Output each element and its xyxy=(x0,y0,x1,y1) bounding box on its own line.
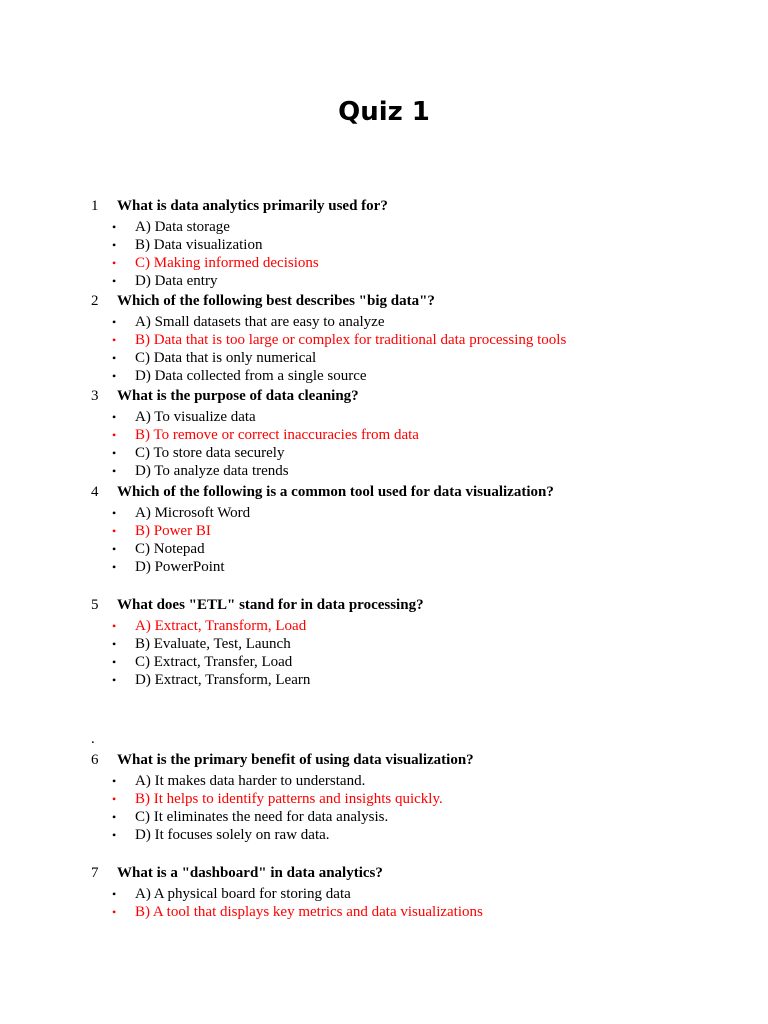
page-title: Quiz 1 xyxy=(338,97,430,127)
question-5 xyxy=(0,595,768,689)
bullet-icon: • xyxy=(112,220,117,234)
question-number: 4 xyxy=(91,484,99,500)
option-text: B) Data that is too large or complex for traditional data processing tools xyxy=(135,332,567,348)
option-item xyxy=(0,408,768,426)
question-number: 6 xyxy=(91,752,99,768)
bullet-icon: • xyxy=(112,905,117,919)
question-number: 7 xyxy=(91,865,99,881)
option-text: A) A physical board for storing data xyxy=(135,886,351,902)
bullet-icon: • xyxy=(112,560,117,574)
bullet-icon: • xyxy=(112,464,117,478)
option-list xyxy=(0,772,768,844)
question-text: What is the primary benefit of using data visualization? xyxy=(117,752,474,768)
option-item xyxy=(0,236,768,254)
question-3 xyxy=(0,386,768,480)
bullet-icon: • xyxy=(112,506,117,520)
option-text: C) Data that is only numerical xyxy=(135,350,317,366)
option-list xyxy=(0,218,768,290)
question-1 xyxy=(0,196,768,290)
option-item xyxy=(0,671,768,689)
option-text: D) Data collected from a single source xyxy=(135,368,367,384)
option-item xyxy=(0,558,768,576)
question-number: 5 xyxy=(91,597,99,613)
bullet-icon: • xyxy=(112,333,117,347)
option-item xyxy=(0,826,768,844)
option-list xyxy=(0,617,768,689)
bullet-icon: • xyxy=(112,655,117,669)
option-item xyxy=(0,462,768,480)
option-text: B) To remove or correct inaccuracies from data xyxy=(135,427,419,443)
option-item xyxy=(0,313,768,331)
bullet-icon: • xyxy=(112,524,117,538)
option-list xyxy=(0,504,768,576)
option-list xyxy=(0,408,768,480)
bullet-icon: • xyxy=(112,774,117,788)
question-number: 3 xyxy=(91,388,99,404)
option-text: A) Microsoft Word xyxy=(135,505,251,521)
bullet-icon: • xyxy=(112,887,117,901)
question-text: What is a "dashboard" in data analytics? xyxy=(117,865,383,881)
option-text: A) Small datasets that are easy to analyze xyxy=(135,314,385,330)
option-text: B) Evaluate, Test, Launch xyxy=(135,636,291,652)
option-item xyxy=(0,444,768,462)
question-7 xyxy=(0,863,768,921)
option-item xyxy=(0,790,768,808)
bullet-icon: • xyxy=(112,315,117,329)
bullet-icon: • xyxy=(112,446,117,460)
question-text: What is the purpose of data cleaning? xyxy=(117,388,359,404)
bullet-icon: • xyxy=(112,351,117,365)
bullet-icon: • xyxy=(112,637,117,651)
bullet-icon: • xyxy=(112,410,117,424)
option-text: D) PowerPoint xyxy=(135,559,225,575)
option-text: C) To store data securely xyxy=(135,445,285,461)
option-item xyxy=(0,218,768,236)
option-item xyxy=(0,272,768,290)
option-text: D) Extract, Transform, Learn xyxy=(135,672,311,688)
option-item xyxy=(0,254,768,272)
separator-dot: . xyxy=(91,731,95,747)
option-text: A) It makes data harder to understand. xyxy=(135,773,366,789)
option-text: A) Extract, Transform, Load xyxy=(135,618,307,634)
question-text: Which of the following is a common tool used for data visualization? xyxy=(117,484,554,500)
bullet-icon: • xyxy=(112,428,117,442)
option-text: D) To analyze data trends xyxy=(135,463,289,479)
bullet-icon: • xyxy=(112,542,117,556)
bullet-icon: • xyxy=(112,619,117,633)
option-text: B) It helps to identify patterns and insights quickly. xyxy=(135,791,443,807)
option-text: A) Data storage xyxy=(135,219,230,235)
option-text: C) Notepad xyxy=(135,541,205,557)
option-item xyxy=(0,653,768,671)
option-item xyxy=(0,772,768,790)
option-text: A) To visualize data xyxy=(135,409,256,425)
bullet-icon: • xyxy=(112,810,117,824)
question-text: What is data analytics primarily used for? xyxy=(117,198,388,214)
option-item xyxy=(0,349,768,367)
option-item xyxy=(0,617,768,635)
bullet-icon: • xyxy=(112,274,117,288)
option-text: C) It eliminates the need for data analysis. xyxy=(135,809,389,825)
option-item xyxy=(0,808,768,826)
option-text: B) Data visualization xyxy=(135,237,263,253)
question-2 xyxy=(0,291,768,385)
option-item xyxy=(0,426,768,444)
option-text: D) Data entry xyxy=(135,273,218,289)
bullet-icon: • xyxy=(112,369,117,383)
option-item xyxy=(0,635,768,653)
option-text: B) A tool that displays key metrics and data visualizations xyxy=(135,904,483,920)
option-item xyxy=(0,367,768,385)
option-text: B) Power BI xyxy=(135,523,211,539)
question-6 xyxy=(0,750,768,844)
bullet-icon: • xyxy=(112,256,117,270)
option-list xyxy=(0,313,768,385)
option-item xyxy=(0,540,768,558)
bullet-icon: • xyxy=(112,673,117,687)
option-item xyxy=(0,903,768,921)
option-list xyxy=(0,885,768,921)
question-number: 2 xyxy=(91,293,99,309)
question-text: Which of the following best describes "big data"? xyxy=(117,293,435,309)
option-item xyxy=(0,885,768,903)
option-text: D) It focuses solely on raw data. xyxy=(135,827,330,843)
option-text: C) Extract, Transfer, Load xyxy=(135,654,293,670)
bullet-icon: • xyxy=(112,828,117,842)
question-number: 1 xyxy=(91,198,99,214)
question-4 xyxy=(0,482,768,576)
question-text: What does "ETL" stand for in data processing? xyxy=(117,597,424,613)
option-item xyxy=(0,331,768,349)
bullet-icon: • xyxy=(112,792,117,806)
option-item xyxy=(0,522,768,540)
option-text: C) Making informed decisions xyxy=(135,255,319,271)
bullet-icon: • xyxy=(112,238,117,252)
option-item xyxy=(0,504,768,522)
